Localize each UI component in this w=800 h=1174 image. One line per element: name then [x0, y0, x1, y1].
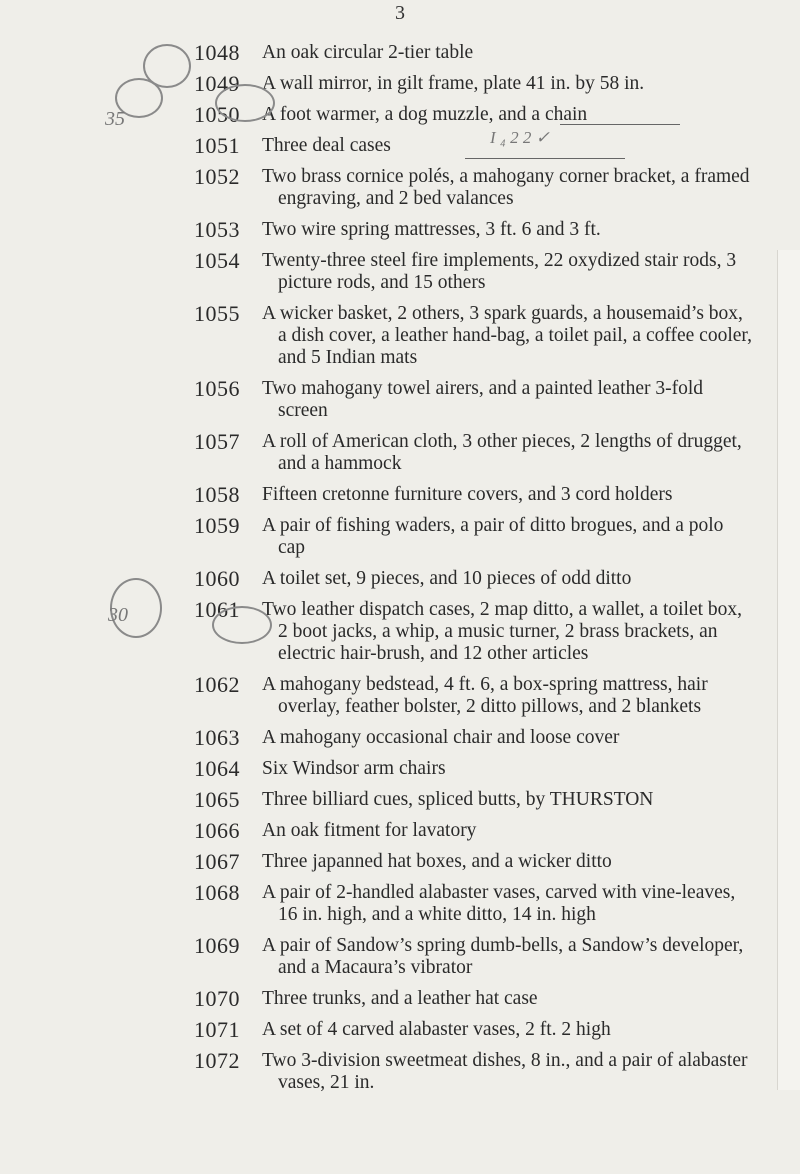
lot-number: 1057 [194, 429, 240, 454]
lot-number: 1062 [194, 672, 240, 697]
lot-entry [0, 42, 800, 64]
pencil-strike [465, 158, 625, 159]
lot-number: 1050 [194, 102, 240, 127]
lot-entry [0, 1050, 800, 1094]
lot-number: 1048 [194, 40, 240, 65]
lot-entry [0, 484, 800, 506]
lot-description: Six Windsor arm chairs [262, 758, 446, 779]
lot-number: 1063 [194, 725, 240, 750]
lot-number: 1059 [194, 513, 240, 538]
lot-entry [0, 727, 800, 749]
lot-list [0, 42, 800, 1103]
lot-number: 1052 [194, 164, 240, 189]
lot-description: A foot warmer, a dog muzzle, and a chain [262, 104, 588, 125]
lot-description: Fifteen cretonne furniture covers, and 3 cord holders [262, 484, 673, 505]
lot-description: A pair of fishing waders, a pair of ditto brogues, and a polo cap [262, 515, 724, 558]
lot-description: Two leather dispatch cases, 2 map ditto, a wallet, a toilet box, 2 boot jacks, a whip, a music turner, 2 brass brackets, an electric hair-brush, and 12 other articles [262, 599, 743, 664]
lot-number: 1054 [194, 248, 240, 273]
lot-entry [0, 166, 800, 210]
lot-entry [0, 851, 800, 873]
lot-entry [0, 935, 800, 979]
lot-description: Two mahogany towel airers, and a painted leather 3-fold screen [262, 378, 704, 421]
lot-description: An oak fitment for lavatory [262, 820, 477, 841]
lot-number: 1071 [194, 1017, 240, 1042]
lot-description: Two wire spring mattresses, 3 ft. 6 and 3 ft. [262, 219, 601, 240]
lot-description: A mahogany bedstead, 4 ft. 6, a box-spring mattress, hair overlay, feather bolster, 2 ditto pillows, and 2 blankets [262, 674, 708, 717]
lot-number: 1064 [194, 756, 240, 781]
page-number: 3 [395, 2, 405, 24]
lot-description: A toilet set, 9 pieces, and 10 pieces of odd ditto [262, 568, 632, 589]
lot-number: 1065 [194, 787, 240, 812]
lot-description: A mahogany occasional chair and loose cover [262, 727, 620, 748]
lot-description: A wall mirror, in gilt frame, plate 41 in. by 58 in. [262, 73, 645, 94]
lot-entry [0, 674, 800, 718]
lot-number: 1070 [194, 986, 240, 1011]
lot-number: 1051 [194, 133, 240, 158]
lot-entry [0, 758, 800, 780]
lot-number: 1072 [194, 1048, 240, 1073]
lot-description: A pair of 2-handled alabaster vases, carved with vine-leaves, 16 in. high, and a white ditto, 14 in. high [262, 882, 736, 925]
lot-number: 1068 [194, 880, 240, 905]
pencil-circle [212, 606, 272, 644]
lot-description: A roll of American cloth, 3 other pieces, 2 lengths of drugget, and a hammock [262, 431, 742, 474]
lot-description: Two brass cornice polés, a mahogany corner bracket, a framed engraving, and 2 bed valances [262, 166, 750, 209]
lot-description: An oak circular 2-tier table [262, 42, 474, 63]
lot-entry [0, 1019, 800, 1041]
lot-description: A set of 4 carved alabaster vases, 2 ft. 2 high [262, 1019, 611, 1040]
lot-description: Three trunks, and a leather hat case [262, 988, 538, 1009]
margin-note: 30 [108, 604, 128, 626]
lot-entry [0, 135, 800, 157]
lot-number: 1061 [194, 597, 240, 622]
lot-description: Three billiard cues, spliced butts, by THURSTON [262, 789, 654, 810]
lot-number: 1060 [194, 566, 240, 591]
lot-description: A pair of Sandow’s spring dumb-bells, a Sandow’s developer, and a Macaura’s vibrator [262, 935, 744, 978]
pencil-circle [215, 84, 275, 122]
lot-entry [0, 820, 800, 842]
lot-entry [0, 988, 800, 1010]
lot-entry [0, 219, 800, 241]
lot-entry [0, 378, 800, 422]
lot-entry [0, 303, 800, 369]
lot-description: Twenty-three steel fire implements, 22 oxydized stair rods, 3 picture rods, and 15 others [262, 250, 737, 293]
lot-description: Three japanned hat boxes, and a wicker ditto [262, 851, 612, 872]
lot-number: 1053 [194, 217, 240, 242]
lot-number: 1066 [194, 818, 240, 843]
lot-description: A wicker basket, 2 others, 3 spark guards, a housemaid’s box, a dish cover, a leather hand-bag, a toilet pail, a coffee cooler, and 5 Indian mats [262, 303, 752, 368]
lot-number: 1058 [194, 482, 240, 507]
pencil-strike [560, 124, 680, 125]
lot-entry [0, 515, 800, 559]
lot-number: 1067 [194, 849, 240, 874]
lot-description: Three deal cases [262, 135, 391, 156]
lot-number: 1056 [194, 376, 240, 401]
lot-entry [0, 250, 800, 294]
lot-number: 1069 [194, 933, 240, 958]
lot-entry [0, 431, 800, 475]
pencil-note: I ₄ 2 2 ✓ [490, 128, 550, 147]
lot-entry [0, 789, 800, 811]
lot-number: 1055 [194, 301, 240, 326]
margin-note: 35 [105, 108, 125, 130]
lot-number: 1049 [194, 71, 240, 96]
lot-description: Two 3-division sweetmeat dishes, 8 in., and a pair of alabaster vases, 21 in. [262, 1050, 748, 1093]
lot-entry [0, 882, 800, 926]
